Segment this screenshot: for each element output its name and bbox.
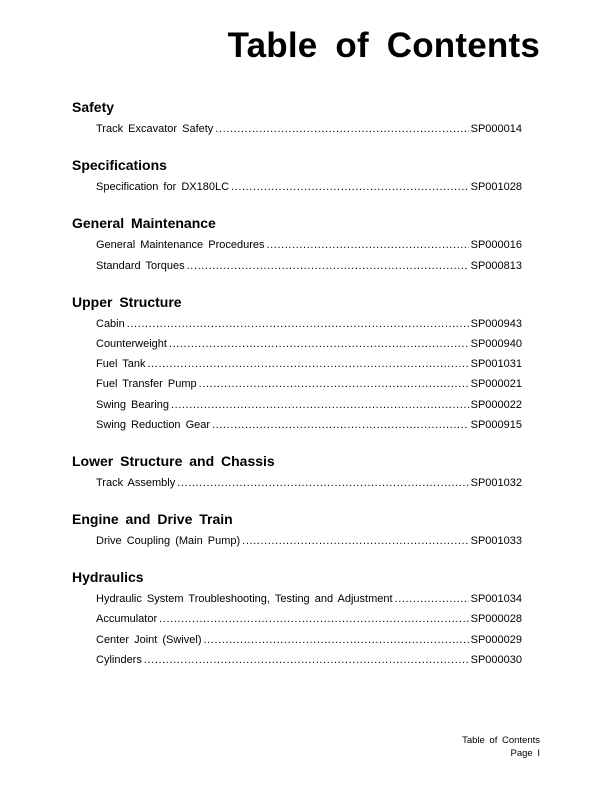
dot-leader bbox=[203, 630, 468, 650]
dot-leader bbox=[144, 650, 469, 670]
toc-entry-title: Swing Bearing bbox=[96, 398, 169, 411]
toc-entry[interactable] bbox=[72, 119, 522, 139]
section-heading: Engine and Drive Train bbox=[72, 511, 233, 528]
toc-entry-code: SP001028 bbox=[470, 181, 522, 194]
section-heading: General Maintenance bbox=[72, 215, 216, 232]
toc-section bbox=[72, 452, 522, 493]
toc-entry[interactable] bbox=[72, 531, 522, 551]
toc-entry[interactable] bbox=[72, 314, 522, 334]
toc-entry[interactable] bbox=[72, 589, 522, 609]
toc-entry-title: Track Assembly bbox=[96, 476, 176, 489]
toc-entry-code: SP000030 bbox=[470, 653, 522, 666]
page-footer bbox=[462, 734, 540, 760]
toc-entry-code: SP000021 bbox=[470, 378, 522, 391]
section-heading: Upper Structure bbox=[72, 293, 182, 310]
toc-entry-code: SP000029 bbox=[470, 633, 522, 646]
dot-leader bbox=[159, 609, 468, 629]
toc-entry[interactable] bbox=[72, 395, 522, 415]
dot-leader bbox=[148, 354, 469, 374]
table-of-contents bbox=[72, 98, 522, 687]
toc-entry-code: SP001031 bbox=[470, 358, 522, 371]
toc-entry-code: SP001032 bbox=[470, 476, 522, 489]
toc-entry-title: Track Excavator Safety bbox=[96, 123, 214, 135]
toc-entry-code: SP000915 bbox=[470, 418, 522, 431]
dot-leader bbox=[177, 473, 468, 493]
toc-entry-title: General Maintenance Procedures bbox=[96, 239, 265, 252]
toc-entry[interactable] bbox=[72, 609, 522, 629]
dot-leader bbox=[127, 314, 469, 334]
dot-leader bbox=[199, 374, 469, 394]
dot-leader bbox=[187, 256, 469, 276]
toc-section bbox=[72, 214, 522, 275]
toc-entry-title: Swing Reduction Gear bbox=[96, 418, 211, 431]
toc-entry[interactable] bbox=[72, 473, 522, 493]
dot-leader bbox=[212, 415, 469, 435]
toc-entry-code: SP000943 bbox=[470, 317, 522, 330]
toc-entry-code: SP000813 bbox=[470, 259, 522, 272]
page-title: Table of Contents bbox=[227, 26, 540, 65]
toc-entry[interactable] bbox=[72, 235, 522, 255]
toc-entry-code: SP000028 bbox=[470, 613, 522, 626]
toc-entry-code: SP000022 bbox=[470, 398, 522, 411]
toc-section bbox=[72, 568, 522, 670]
dot-leader bbox=[215, 119, 468, 139]
toc-entry-code: SP001034 bbox=[470, 593, 522, 606]
toc-entry-title: Drive Coupling (Main Pump) bbox=[96, 535, 241, 548]
dot-leader bbox=[169, 334, 469, 354]
toc-entry[interactable] bbox=[72, 354, 522, 374]
toc-entry[interactable] bbox=[72, 630, 522, 650]
dot-leader bbox=[395, 589, 469, 609]
toc-entry-title: Specification for DX180LC bbox=[96, 181, 230, 194]
dot-leader bbox=[266, 235, 468, 255]
toc-entry[interactable] bbox=[72, 334, 522, 354]
toc-entry-title: Hydraulic System Troubleshooting, Testing and Adjustment bbox=[96, 593, 393, 606]
section-heading: Specifications bbox=[72, 157, 167, 174]
toc-section bbox=[72, 98, 522, 139]
toc-entry[interactable] bbox=[72, 415, 522, 435]
dot-leader bbox=[242, 531, 468, 551]
toc-entry-title: Center Joint (Swivel) bbox=[96, 633, 202, 646]
section-heading: Hydraulics bbox=[72, 569, 144, 586]
toc-entry-title: Cylinders bbox=[96, 653, 142, 666]
dot-leader bbox=[171, 395, 469, 415]
toc-entry-code: SP001033 bbox=[470, 535, 522, 548]
toc-entry[interactable] bbox=[72, 256, 522, 276]
toc-entry[interactable] bbox=[72, 650, 522, 670]
toc-entry-title: Fuel Transfer Pump bbox=[96, 378, 197, 391]
toc-entry-title: Counterweight bbox=[96, 337, 167, 350]
toc-entry-code: SP000016 bbox=[470, 239, 522, 252]
toc-entry-title: Standard Torques bbox=[96, 259, 185, 272]
toc-entry-code: SP000940 bbox=[470, 337, 522, 350]
toc-entry[interactable] bbox=[72, 177, 522, 197]
toc-section bbox=[72, 510, 522, 551]
footer-page-number: Page I bbox=[510, 748, 540, 759]
toc-entry-title: Fuel Tank bbox=[96, 358, 146, 371]
toc-entry-title: Accumulator bbox=[96, 613, 158, 626]
toc-entry-code: SP000014 bbox=[470, 123, 522, 135]
section-heading: Safety bbox=[72, 99, 115, 115]
footer-document-title: Table of Contents bbox=[462, 735, 540, 746]
toc-entry[interactable] bbox=[72, 374, 522, 394]
dot-leader bbox=[231, 177, 469, 197]
toc-section bbox=[72, 293, 522, 435]
toc-entry-title: Cabin bbox=[96, 317, 125, 330]
section-heading: Lower Structure and Chassis bbox=[72, 452, 275, 469]
toc-section bbox=[72, 156, 522, 197]
